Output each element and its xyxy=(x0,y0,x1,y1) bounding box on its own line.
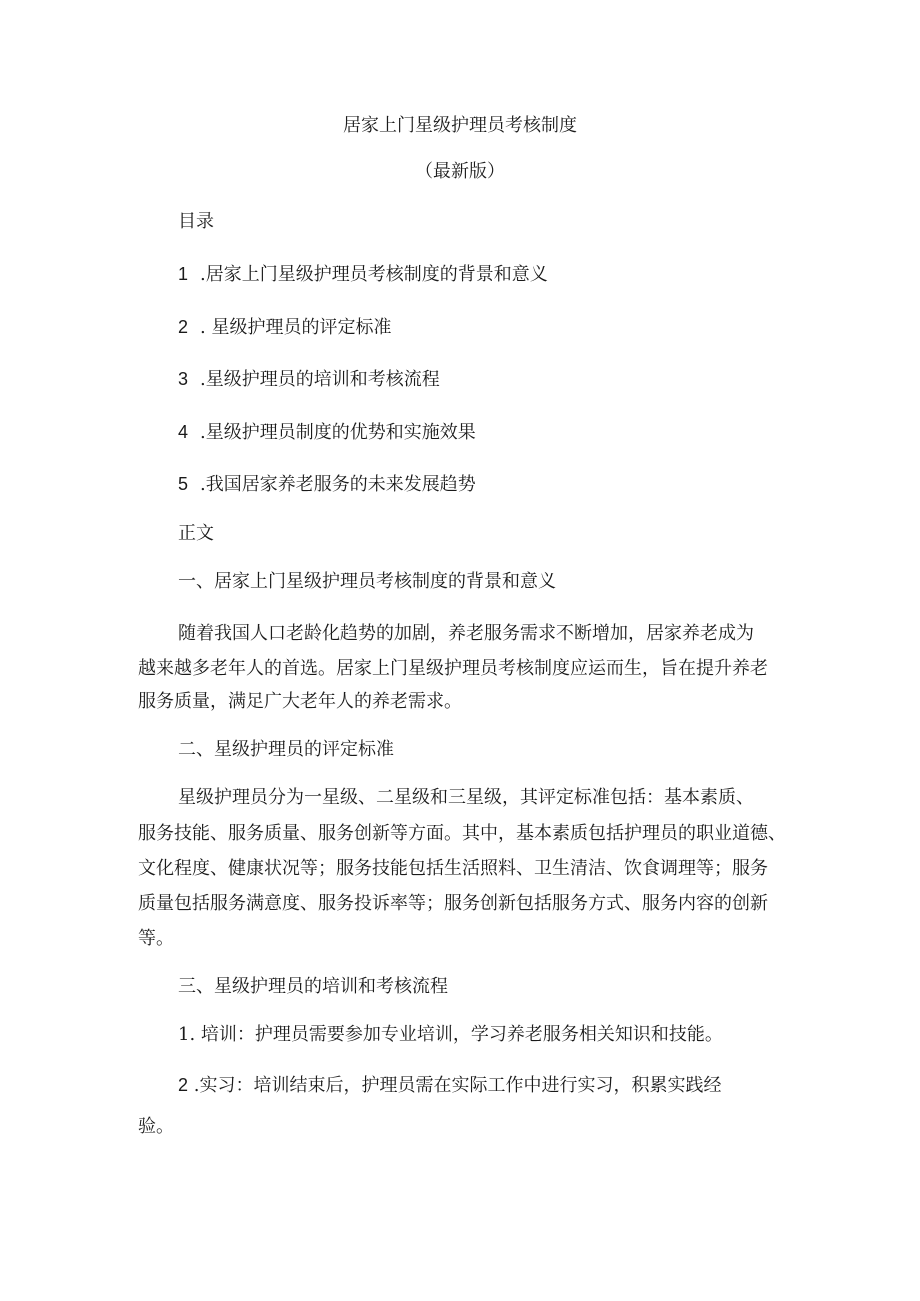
section3-item-1: 1. 培训：护理员需要参加专业培训，学习养老服务相关知识和技能。 xyxy=(178,1024,723,1045)
toc-item-3 xyxy=(178,367,440,392)
toc-item-text: . 星级护理员的评定标准 xyxy=(200,317,392,338)
toc-item-number: 1 xyxy=(178,264,189,284)
section2-line-1: 星级护理员分为一星级、二星级和三星级，其评定标准包括：基本素质、 xyxy=(178,787,754,808)
section2-heading: 二、星级护理员的评定标准 xyxy=(178,739,394,760)
section1-line-2: 越来越多老年人的首选。居家上门星级护理员考核制度应运而生，旨在提升养老 xyxy=(138,658,768,679)
section1-line-1: 随着我国人口老龄化趋势的加剧，养老服务需求不断增加，居家养老成为 xyxy=(178,623,754,644)
section1-line-3: 服务质量，满足广大老年人的养老需求。 xyxy=(138,691,462,712)
toc-item-number: 3 xyxy=(178,369,189,389)
toc-item-number: 4 xyxy=(178,422,189,442)
section3-item-2-continuation: 验。 xyxy=(138,1116,174,1137)
toc-item-number: 5 xyxy=(178,474,189,494)
toc-item-number: 2 xyxy=(178,317,189,337)
section2-line-5: 等。 xyxy=(138,928,174,949)
body-heading: 正文 xyxy=(178,523,214,544)
section2-line-3: 文化程度、健康状况等；服务技能包括生活照料、卫生清洁、饮食调理等；服务 xyxy=(138,858,768,879)
section2-line-2: 服务技能、服务质量、服务创新等方面。其中，基本素质包括护理员的职业道德、 xyxy=(138,823,786,844)
toc-heading: 目录 xyxy=(178,211,214,232)
section3-item-2-text: .实习：培训结束后，护理员需在实际工作中进行实习，积累实践经 xyxy=(188,1075,722,1096)
toc-item-1 xyxy=(178,262,548,287)
toc-item-5 xyxy=(178,472,476,497)
section1-heading: 一、居家上门星级护理员考核制度的背景和意义 xyxy=(178,571,556,592)
toc-item-2 xyxy=(178,315,391,340)
toc-item-text: .星级护理员制度的优势和实施效果 xyxy=(200,422,476,443)
document-subtitle: （最新版） xyxy=(415,161,505,182)
document-title: 居家上门星级护理员考核制度 xyxy=(343,115,577,136)
toc-item-text: .我国居家养老服务的未来发展趋势 xyxy=(200,474,476,495)
toc-item-4 xyxy=(178,420,476,445)
section3-item-2 xyxy=(178,1073,721,1098)
toc-item-text: .居家上门星级护理员考核制度的背景和意义 xyxy=(200,264,548,285)
section2-line-4: 质量包括服务满意度、服务投诉率等；服务创新包括服务方式、服务内容的创新 xyxy=(138,893,768,914)
section3-heading: 三、星级护理员的培训和考核流程 xyxy=(178,976,448,997)
section3-item-2-number: 2 xyxy=(178,1075,189,1095)
toc-item-text: .星级护理员的培训和考核流程 xyxy=(200,369,440,390)
